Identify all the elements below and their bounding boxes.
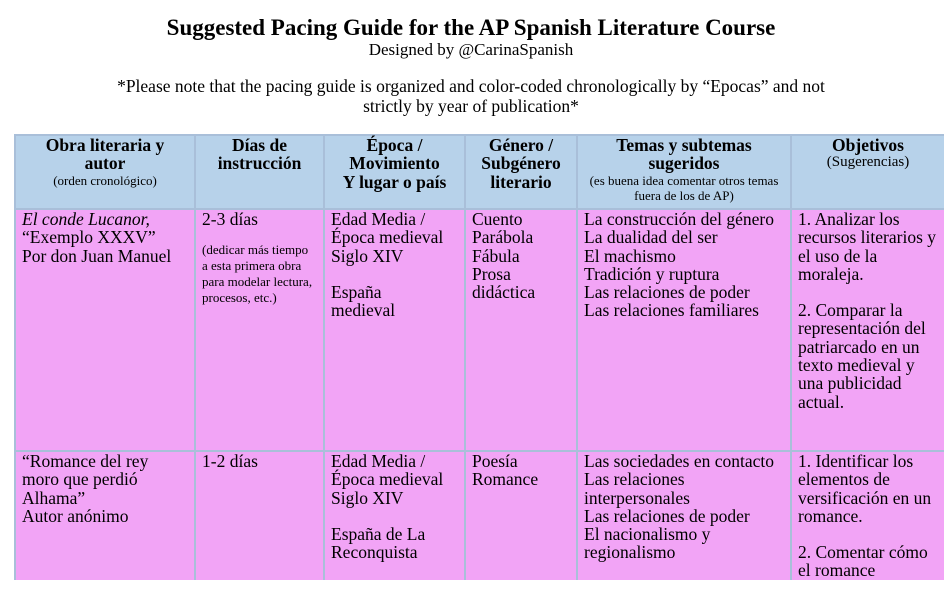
header-obra: Obra literaria y autor (orden cronológico) bbox=[15, 135, 195, 209]
cell-objetivos: 1. Identificar los elementos de versificación en un romance. 2. Comentar cómo el romance bbox=[791, 451, 944, 580]
pacing-table-container bbox=[14, 134, 944, 580]
document-subtitle: Designed by @CarinaSpanish bbox=[368, 40, 574, 59]
table-row bbox=[15, 209, 944, 451]
header-objetivos: Objetivos (Sugerencias) bbox=[791, 135, 944, 209]
cell-obra: El conde Lucanor, “Exemplo XXXV” Por don Juan Manuel bbox=[15, 209, 195, 451]
cell-temas: Las sociedades en contacto Las relaciones interpersonales Las relaciones de poder El nacionalismo y regionalismo bbox=[577, 451, 791, 580]
header-temas: Temas y subtemas sugeridos (es buena idea comentar otros temas fuera de los de AP) bbox=[577, 135, 791, 209]
cell-dias: 2-3 días (dedicar más tiempo a esta primera obra para modelar lectura, procesos, etc.) bbox=[195, 209, 324, 451]
header-dias: Días de instrucción bbox=[195, 135, 324, 209]
cell-epoca: Edad Media / Época medieval Siglo XIV España de La Reconquista bbox=[324, 451, 465, 580]
table-header-row bbox=[15, 135, 944, 209]
note-line-2: strictly by year of publication* bbox=[363, 96, 579, 116]
pacing-table bbox=[14, 134, 944, 580]
header-epoca: Época / Movimiento Y lugar o país bbox=[324, 135, 465, 209]
cell-genero: Poesía Romance bbox=[465, 451, 577, 580]
pacing-note bbox=[70, 76, 872, 116]
table-row bbox=[15, 451, 944, 580]
cell-objetivos: 1. Analizar los recursos literarios y el uso de la moraleja. 2. Comparar la representación del patriarcado en un texto medieval y una publicidad actual. bbox=[791, 209, 944, 451]
cell-epoca: Edad Media / Época medieval Siglo XIV España medieval bbox=[324, 209, 465, 451]
cell-temas: La construcción del género La dualidad del ser El machismo Tradición y ruptura Las relaciones de poder Las relaciones familiares bbox=[577, 209, 791, 451]
cell-dias: 1-2 días bbox=[195, 451, 324, 580]
document-title: Suggested Pacing Guide for the AP Spanish Literature Course bbox=[166, 15, 776, 40]
note-line-1: *Please note that the pacing guide is organized and color-coded chronologically by “Epocas” and not bbox=[117, 76, 825, 96]
cell-genero: Cuento Parábola Fábula Prosa didáctica bbox=[465, 209, 577, 451]
header-genero: Género / Subgénero literario bbox=[465, 135, 577, 209]
cell-obra: “Romance del rey moro que perdió Alhama” Autor anónimo bbox=[15, 451, 195, 580]
